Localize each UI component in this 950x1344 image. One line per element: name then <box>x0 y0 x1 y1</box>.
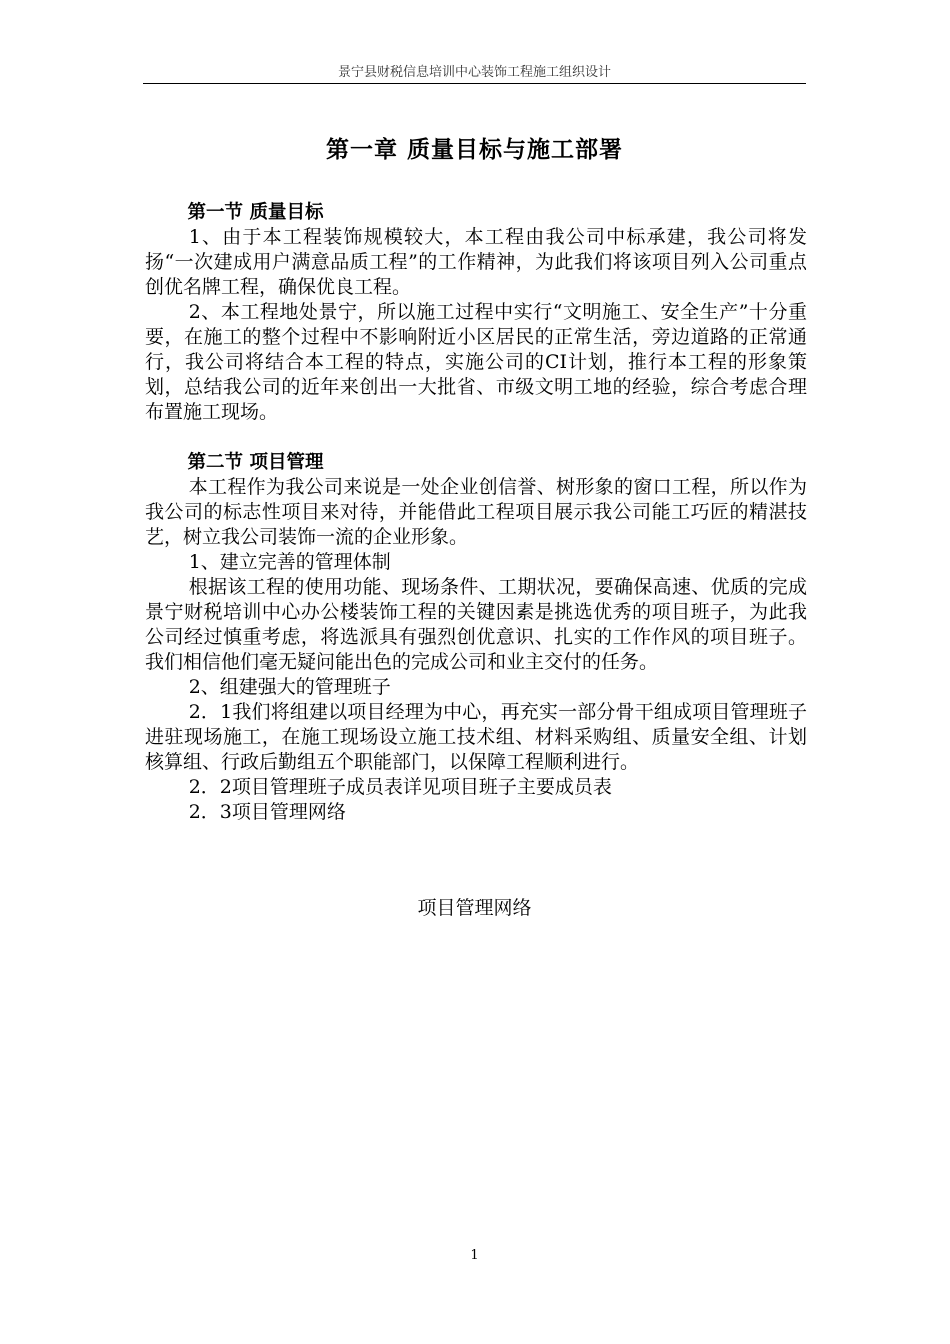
paragraph: 2．2项目管理班子成员表详见项目班子主要成员表 <box>188 776 612 798</box>
paragraph: 根据该工程的使用功能、现场条件、工期状况，要确保高速、优质的完成景宁财税培训中心办公楼装饰工程的关键因素是挑选优秀的项目班子，为此我公司经过慎重考虑，将选派具有强烈创优意识、扎实的工作作风的项目班子。我们相信他们毫无疑问能出色的完成公司和业主交付的任务。 <box>145 576 807 673</box>
header-divider <box>143 83 806 84</box>
paragraph: 2、组建强大的管理班子 <box>188 676 391 698</box>
paragraph: 本工程作为我公司来说是一处企业创信誉、树形象的窗口工程，所以作为我公司的标志性项目来对待，并能借此工程项目展示我公司能工巧匠的精湛技艺，树立我公司装饰一流的企业形象。 <box>145 476 807 548</box>
chapter-title: 第一章 质量目标与施工部署 <box>325 137 623 163</box>
paragraph: 2．3项目管理网络 <box>188 801 346 823</box>
paragraph: 1、由于本工程装饰规模较大，本工程由我公司中标承建，我公司将发扬“一次建成用户满意品质工程”的工作精神，为此我们将该项目列入公司重点创优名牌工程，确保优良工程。 <box>145 226 807 298</box>
page-number: 1 <box>470 1248 479 1263</box>
document-body <box>145 200 807 825</box>
paragraph: 1、建立完善的管理体制 <box>188 551 391 573</box>
section-heading: 第一节 质量目标 <box>187 202 324 223</box>
section-heading: 第二节 项目管理 <box>187 452 324 473</box>
paragraph: 2、本工程地处景宁，所以施工过程中实行“文明施工、安全生产”十分重要，在施工的整个过程中不影响附近小区居民的正常生活，旁边道路的正常通行，我公司将结合本工程的特点，实施公司的CI计划，推行本工程的形象策划，总结我公司的近年来创出一大批省、市级文明工地的经验，综合考虑合理布置施工现场。 <box>145 301 807 423</box>
running-header: 景宁县财税信息培训中心装饰工程施工组织设计 <box>337 65 611 80</box>
section-quality-goals <box>145 200 807 425</box>
section-project-management <box>145 450 807 825</box>
figure-caption: 项目管理网络 <box>417 897 532 919</box>
paragraph: 2．1我们将组建以项目经理为中心，再充实一部分骨干组成项目管理班子进驻现场施工，在施工现场设立施工技术组、材料采购组、质量安全组、计划核算组、行政后勤组五个职能部门，以保障工程顺利进行。 <box>145 701 807 773</box>
